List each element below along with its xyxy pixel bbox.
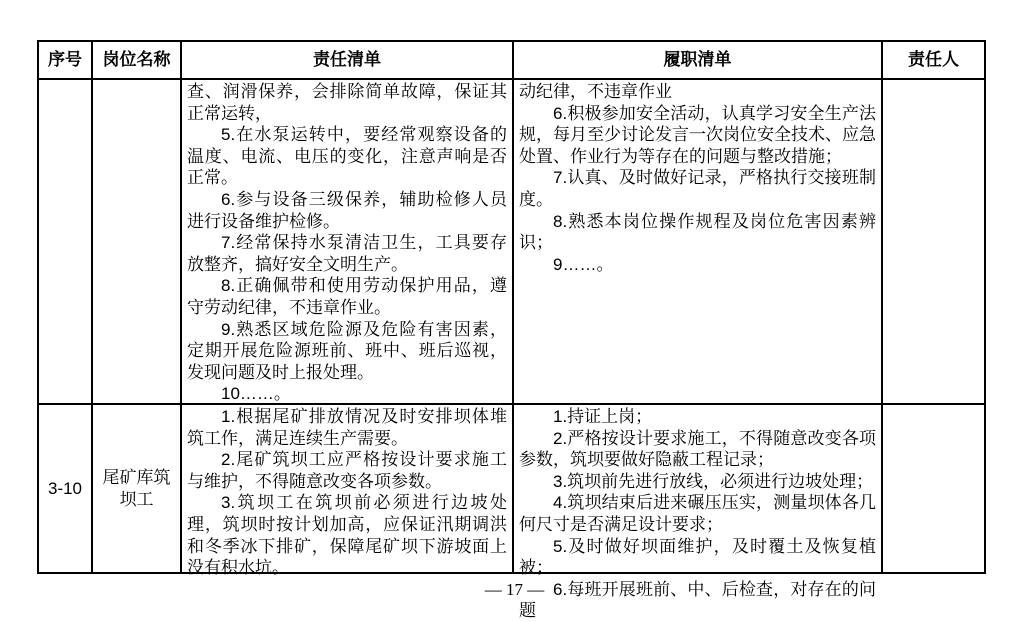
list-item-paragraph: 动纪律，不违章作业	[519, 82, 672, 101]
list-item-paragraph: 3.筑坝工在筑坝前必须进行边坡处理，筑坝时按计划加高，应保证汛期调洪和冬季冰下排矿，保障尾矿坝下游坡面上没有积水坑。	[187, 493, 507, 578]
list-item-paragraph: 查、润滑保养，会排除简单故障，保证其正常运转，	[187, 82, 507, 123]
list-item-paragraph: 6.每班开展班前、中、后检查，对存在的问题	[519, 579, 876, 621]
list-item-paragraph: 8.熟悉本岗位操作规程及岗位危害因素辨识；	[519, 211, 876, 253]
list-item-paragraph: 9.熟悉区域危险源及危险有害因素，定期开展危险源班前、班中、班后巡视，发现问题及时上报处理。	[187, 319, 507, 382]
responsible-cell	[882, 79, 985, 404]
page-number: — 17 —	[484, 580, 545, 599]
list-item-paragraph: 9……。	[553, 254, 614, 274]
col-header-seq: 序号	[38, 41, 92, 79]
duty-list-cell	[181, 404, 513, 578]
list-item-paragraph: 4.筑坝结束后进来碾压压实，测量坝体各几何尺寸是否满足设计要求；	[519, 493, 876, 534]
seq-cell	[38, 79, 92, 404]
list-item-paragraph: 7.经常保持水泵清洁卫生，工具要存放整齐，搞好安全文明生产。	[187, 233, 507, 274]
list-item-paragraph: 1.根据尾矿排放情况及时安排坝体堆筑工作，满足连续生产需要。	[187, 407, 507, 448]
table-row	[38, 404, 985, 573]
performance-list-cell-content	[519, 81, 876, 401]
list-item-paragraph: 10……。	[221, 384, 291, 404]
position-cell: 尾矿库筑坝工	[92, 404, 181, 573]
duty-list-cell	[181, 79, 513, 404]
col-header-position: 岗位名称	[92, 41, 181, 79]
responsible-cell	[882, 404, 985, 573]
col-header-responsible: 责任人	[882, 41, 985, 79]
duty-list-cell-content	[187, 406, 507, 578]
col-header-duty-list: 责任清单	[181, 41, 513, 79]
table-row	[38, 79, 985, 404]
seq-cell: 3-10	[38, 404, 92, 573]
list-item-paragraph: 5.及时做好坝面维护，及时覆土及恢复植被；	[519, 536, 876, 578]
list-item-paragraph: 2.尾矿筑坝工应严格按设计要求施工与维护，不得随意改变各项参数。	[187, 450, 507, 491]
position-cell	[92, 79, 181, 404]
list-item-paragraph: 3.筑坝前先进行放线，必须进行边坡处理；	[553, 471, 874, 491]
list-item-paragraph: 7.认真、及时做好记录，严格执行交接班制度。	[519, 168, 876, 209]
table-header-row	[38, 41, 985, 79]
list-item-paragraph: 8.正确佩带和使用劳动保护用品，遵守劳动纪律，不违章作业。	[187, 276, 507, 317]
list-item-paragraph: 6.积极参加安全活动，认真学习安全生产法规，每月至少讨论发言一次岗位安全技术、应急处置、作业行为等存在的问题与整改措施；	[519, 103, 876, 166]
col-header-performance-list: 履职清单	[513, 41, 882, 79]
list-item-paragraph: 5.在水泵运转中，要经常观察设备的温度、电流、电压的变化，注意声响是否正常。	[187, 125, 507, 188]
list-item-paragraph: 2.严格按设计要求施工，不得随意改变各项参数，筑坝要做好隐蔽工程记录；	[519, 428, 876, 470]
performance-list-cell-content	[519, 406, 876, 621]
performance-list-cell	[513, 79, 882, 404]
duty-list-cell-content	[187, 81, 507, 404]
list-item-paragraph: 6.参与设备三级保养，辅助检修人员进行设备维护检修。	[187, 189, 507, 231]
list-item-paragraph: 1.持证上岗；	[553, 407, 653, 426]
